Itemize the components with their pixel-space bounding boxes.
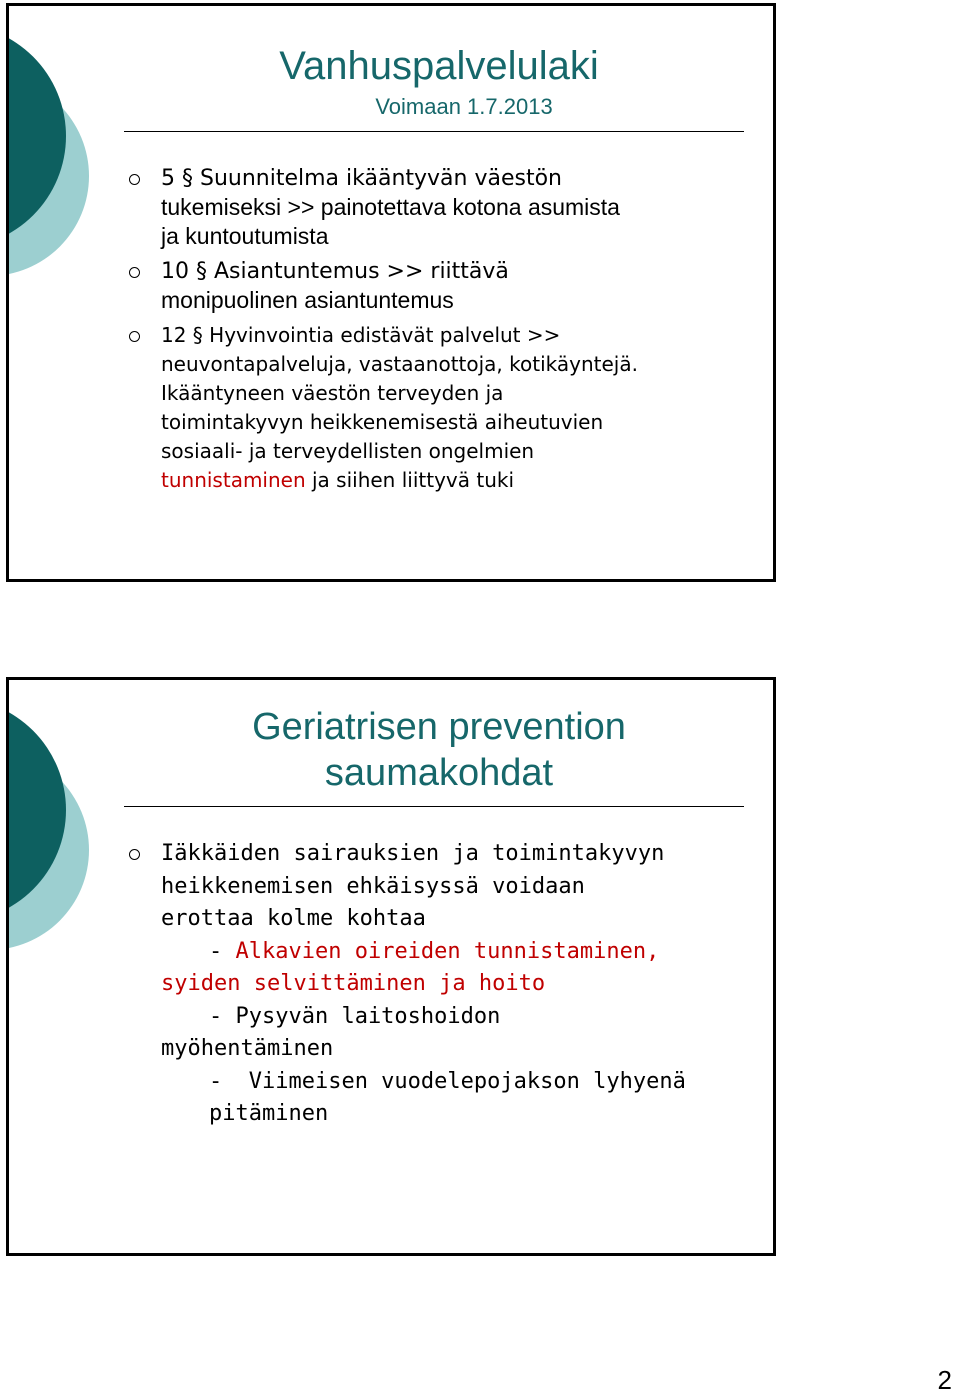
- list-item: [129, 321, 749, 495]
- circle-bullet-icon: [129, 331, 140, 342]
- list-item: [129, 838, 759, 1131]
- title-divider: [124, 806, 744, 807]
- bullet-text-line: toimintakyvyn heikkenemisestä aiheutuvien: [161, 410, 604, 434]
- circle-bullet-icon: [129, 849, 140, 860]
- slide-title-line: Geriatrisen prevention: [252, 706, 626, 748]
- bullet-text-line: [161, 466, 749, 495]
- bullet-text-line: 10 § Asiantuntemus >> riittävä: [161, 259, 509, 284]
- bullet-text-line: - Viimeisen vuodelepojakson lyhyenä: [209, 1068, 686, 1094]
- title-divider: [124, 131, 744, 132]
- bullet-text-line: erottaa kolme kohtaa: [161, 906, 426, 931]
- slide-title-line: saumakohdat: [324, 752, 554, 794]
- page-number: 2: [937, 1365, 952, 1395]
- highlighted-text: tunnistaminen: [161, 468, 306, 492]
- bullet-text-line: myöhentäminen: [161, 1036, 334, 1061]
- bullet-text-line: sosiaali- ja terveydellisten ongelmien: [161, 439, 535, 463]
- slide-title: [129, 704, 749, 796]
- bullet-text-line: heikkenemisen ehkäisyssä voidaan: [161, 873, 585, 899]
- bullet-text-line: - Pysyvän laitoshoidon: [209, 1003, 501, 1029]
- bullet-text-line: 5 § Suunnitelma ikääntyvän väestön: [161, 166, 562, 191]
- highlighted-text: Alkavien oireiden tunnistaminen,: [235, 938, 660, 964]
- slide-title: Vanhuspalvelulaki: [279, 44, 599, 88]
- highlighted-text: syiden selvittäminen ja hoito: [161, 971, 546, 996]
- bullet-text-line: ja kuntoutumista: [161, 223, 329, 249]
- dash-text: -: [209, 938, 236, 964]
- bullet-list: [129, 164, 749, 495]
- slide-1: [6, 3, 776, 582]
- decorative-circles-graphic: [9, 6, 99, 306]
- circle-bullet-icon: [129, 267, 140, 278]
- bullet-text-line: pitäminen: [209, 1101, 329, 1126]
- bullet-text-line: neuvontapalveluja, vastaanottoja, kotikäyntejä.: [161, 352, 638, 376]
- bullet-list: [129, 838, 759, 1131]
- slide-2: [6, 677, 776, 1256]
- circle-bullet-icon: [129, 174, 140, 185]
- decorative-circles-graphic: [9, 680, 99, 980]
- list-item: [129, 257, 749, 315]
- bullet-text-segment: ja siihen liittyvä tuki: [305, 468, 515, 492]
- bullet-text-line: tukemiseksi >> painotettava kotona asumista: [161, 194, 620, 220]
- slide-subtitle: Voimaan 1.7.2013: [375, 94, 553, 119]
- bullet-text-line: Iäkkäiden sairauksien ja toimintakyvyn: [161, 841, 665, 866]
- list-item: [129, 164, 749, 251]
- bullet-text-line: monipuolinen asiantuntemus: [161, 287, 454, 313]
- bullet-text-line: 12 § Hyvinvointia edistävät palvelut >>: [161, 323, 561, 347]
- bullet-text-line: [161, 936, 759, 969]
- bullet-text-line: Ikääntyneen väestön terveyden ja: [161, 381, 504, 405]
